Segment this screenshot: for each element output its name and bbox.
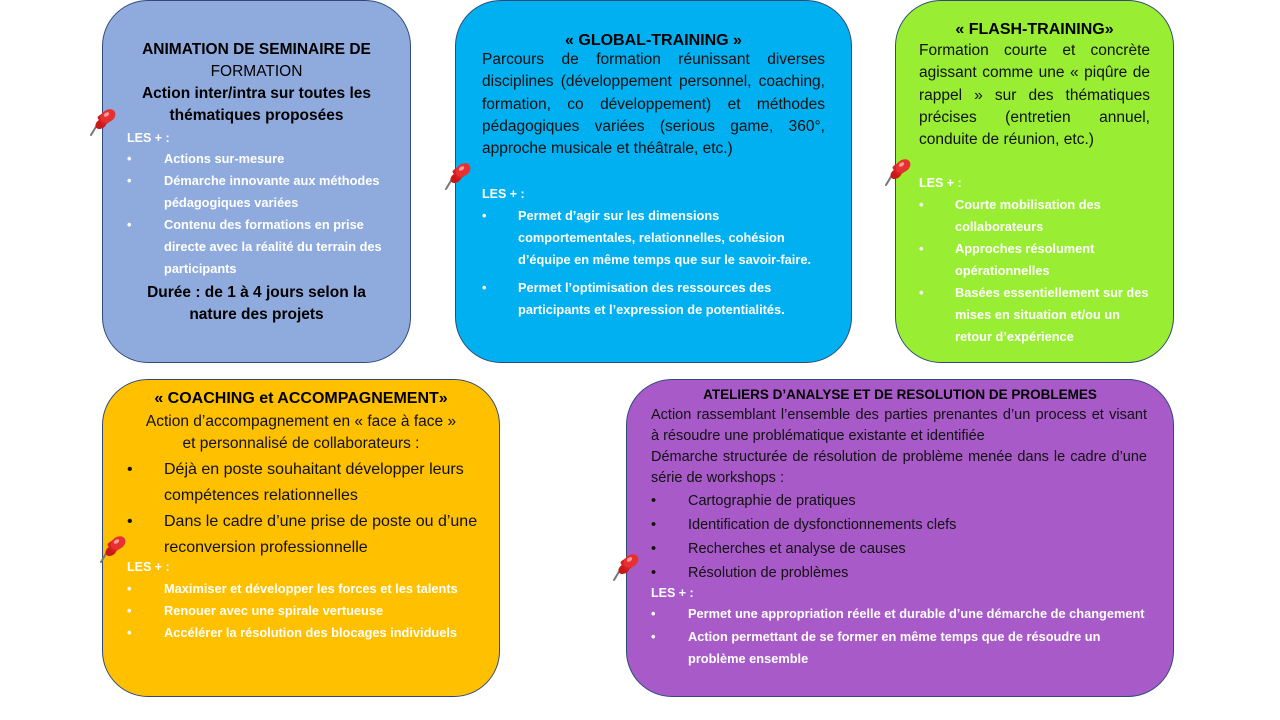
animation-benefit-text: Actions sur-mesure xyxy=(164,151,285,166)
ateliers-description-2: Démarche structurée de résolution de problème menée dans le cadre d’une série de workshops : xyxy=(651,449,1147,486)
global-plus-label: LES + : xyxy=(482,187,525,201)
animation-plus-label: LES + : xyxy=(127,131,170,145)
coaching-description-line1: Action d’accompagnement en « face à face » xyxy=(145,413,457,430)
flash-benefits-list xyxy=(919,194,1159,348)
animation-title xyxy=(117,39,396,127)
list-item: • Contenu des formations en prise directe avec la réalité du terrain des participants xyxy=(127,217,382,276)
flash-benefit-text: Courte mobilisation des collaborateurs xyxy=(955,197,1101,234)
ateliers-steps-list xyxy=(651,489,1163,585)
animation-title-line1: ANIMATION DE SEMINAIRE DE xyxy=(142,41,371,58)
pushpin-icon xyxy=(611,553,645,593)
ateliers-step-text: Résolution de problèmes xyxy=(688,565,849,581)
list-item: • Maximiser et développer les forces et les talents xyxy=(127,581,458,596)
list-item: • Résolution de problèmes xyxy=(651,565,849,581)
ateliers-box xyxy=(626,379,1174,697)
global-benefits-list xyxy=(482,205,821,321)
ateliers-benefit-text: Permet une appropriation réelle et durable d’une démarche de changement xyxy=(688,606,1145,621)
coaching-title: « COACHING et ACCOMPAGNEMENT» xyxy=(154,390,448,407)
pushpin-icon xyxy=(883,158,917,198)
flash-description: Formation courte et concrète agissant comme une « piqûre de rappel » sur des thématiques précises (entretien annuel, conduite de réunion, etc.) xyxy=(919,42,1150,149)
coaching-benefit-text: Maximiser et développer les forces et les talents xyxy=(164,581,458,596)
animation-duration-line1: Durée : de 1 à 4 jours selon la xyxy=(147,284,366,301)
global-benefit-text: Permet d’agir sur les dimensions comportementales, relationnelles, cohésion d’équipe en même temps que sur le savoir-faire. xyxy=(518,208,812,267)
animation-benefits-list xyxy=(127,148,396,280)
animation-duration xyxy=(117,282,396,326)
animation-duration-line2: nature des projets xyxy=(189,306,324,323)
ateliers-step-text: Cartographie de pratiques xyxy=(688,493,856,509)
flash-benefit-text: Approches résolument opérationnelles xyxy=(955,241,1095,278)
ateliers-title: ATELIERS D’ANALYSE ET DE RESOLUTION DE PROBLEMES xyxy=(703,387,1097,402)
ateliers-benefit-text: Action permettant de se former en même temps que de résoudre un problème ensemble xyxy=(688,629,1101,666)
coaching-description xyxy=(113,411,489,455)
list-item: • Identification de dysfonctionnements clefs xyxy=(651,517,957,533)
list-item: • Approches résolument opérationnelles xyxy=(919,241,1095,278)
list-item: • Accélérer la résolution des blocages individuels xyxy=(127,625,458,640)
global-title: « GLOBAL-TRAINING » xyxy=(565,32,742,49)
ateliers-description-1: Action rassemblant l’ensemble des parties prenantes d’un process et visant à résoudre une problématique existante et identifiée xyxy=(651,407,1147,444)
list-item: • Courte mobilisation des collaborateurs xyxy=(919,197,1101,234)
coaching-plus-label: LES + : xyxy=(127,560,170,574)
pushpin-icon xyxy=(88,108,122,148)
list-item: • Renouer avec une spirale vertueuse xyxy=(127,603,384,618)
list-item: • Déjà en poste souhaitant développer leurs compétences relationnelles xyxy=(127,461,464,504)
flash-training-box xyxy=(895,0,1174,363)
ateliers-step-text: Identification de dysfonctionnements clefs xyxy=(688,517,957,533)
list-item: • Cartographie de pratiques xyxy=(651,493,856,509)
coaching-benefits-list xyxy=(127,578,469,644)
ateliers-description xyxy=(651,405,1147,489)
animation-benefit-text: Contenu des formations en prise directe avec la réalité du terrain des participants xyxy=(164,217,382,276)
list-item: • Action permettant de se former en même temps que de résoudre un problème ensemble xyxy=(651,629,1101,666)
coaching-targets-list xyxy=(127,457,489,560)
animation-seminaire-box xyxy=(102,0,411,363)
list-item: • Permet une appropriation réelle et durable d’une démarche de changement xyxy=(651,606,1145,621)
list-item: • Basées essentiellement sur des mises en situation et/ou un retour d’expérience xyxy=(919,285,1149,344)
list-item: • Démarche innovante aux méthodes pédagogiques variées xyxy=(127,173,380,210)
coaching-target-text: Dans le cadre d’une prise de poste ou d’une reconversion professionnelle xyxy=(164,513,478,556)
flash-title: « FLASH-TRAINING» xyxy=(955,21,1114,38)
pushpin-icon xyxy=(443,162,477,202)
global-training-box xyxy=(455,0,852,363)
animation-subtitle-line2: thématiques proposées xyxy=(169,107,344,124)
animation-title-line2: FORMATION xyxy=(210,63,303,80)
coaching-target-text: Déjà en poste souhaitant développer leurs compétences relationnelles xyxy=(164,461,464,504)
ateliers-step-text: Recherches et analyse de causes xyxy=(688,541,906,557)
list-item: • Dans le cadre d’une prise de poste ou d’une reconversion professionnelle xyxy=(127,513,478,556)
list-item: • Recherches et analyse de causes xyxy=(651,541,906,557)
flash-plus-label: LES + : xyxy=(919,176,962,190)
global-benefit-text: Permet l’optimisation des ressources des participants et l’expression de potentialités. xyxy=(518,280,785,317)
animation-benefit-text: Démarche innovante aux méthodes pédagogiques variées xyxy=(164,173,380,210)
coaching-box xyxy=(102,379,500,697)
global-description: Parcours de formation réunissant diverses disciplines (développement personnel, coaching, formation, co développement) et méthodes pédagogiques variées (serious game, 360°, approche musicale et théâtrale, etc.) xyxy=(482,51,825,158)
list-item: • Permet l’optimisation des ressources des participants et l’expression de potentialités. xyxy=(482,280,785,317)
pushpin-icon xyxy=(98,535,132,575)
animation-subtitle-line1: Action inter/intra sur toutes les xyxy=(141,85,372,102)
flash-benefit-text: Basées essentiellement sur des mises en situation et/ou un retour d’expérience xyxy=(955,285,1149,344)
list-item: • Permet d’agir sur les dimensions comportementales, relationnelles, cohésion d’équipe en même temps que sur le savoir-faire. xyxy=(482,208,812,267)
coaching-benefit-text: Accélérer la résolution des blocages individuels xyxy=(164,625,458,640)
coaching-benefit-text: Renouer avec une spirale vertueuse xyxy=(164,603,384,618)
ateliers-benefits-list xyxy=(651,603,1149,670)
list-item: • Actions sur-mesure xyxy=(127,151,285,166)
ateliers-plus-label: LES + : xyxy=(651,586,694,600)
coaching-description-line2: et personnalisé de collaborateurs : xyxy=(182,435,420,452)
